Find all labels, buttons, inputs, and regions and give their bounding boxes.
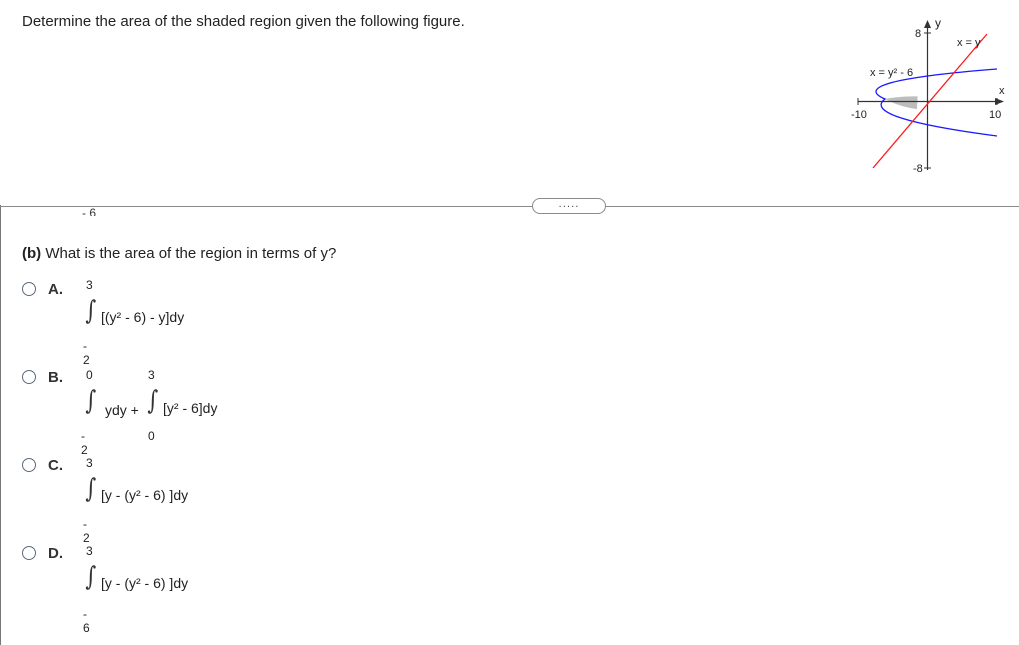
question-text: Determine the area of the shaded region given the following figure. — [22, 13, 465, 30]
option-d-upper-limit: 3 — [86, 544, 93, 558]
x-axis-arrow — [995, 98, 1004, 105]
radio-option-d[interactable] — [22, 546, 36, 560]
panel-left-border — [0, 205, 1, 645]
tick-y-bottom: -8 — [913, 163, 923, 175]
option-b-upper-limit-1: 0 — [86, 368, 93, 382]
integral-sign-icon: ∫ — [85, 562, 97, 592]
option-d-lower-limit: - 6 — [83, 607, 90, 635]
part-b-prompt — [22, 245, 336, 262]
option-b-letter: B. — [48, 369, 63, 386]
option-c-upper-limit: 3 — [86, 456, 93, 470]
region-figure — [840, 10, 1019, 190]
line-label: x = y — [957, 37, 981, 49]
radio-option-a[interactable] — [22, 282, 36, 296]
option-a-lower-limit: - 2 — [83, 339, 90, 367]
option-c-integrand: [y - (y² - 6) ]dy — [101, 487, 189, 503]
tick-x-right: 10 — [989, 109, 1002, 121]
option-b-lower-limit-2: 0 — [148, 429, 155, 443]
option-b-upper-limit-2: 3 — [148, 368, 155, 382]
tick-x-left: -10 — [851, 109, 867, 121]
integral-sign-icon: ∫ — [147, 386, 159, 416]
tick-y-top: 8 — [915, 28, 922, 40]
x-axis-label: x — [999, 85, 1005, 97]
radio-option-c[interactable] — [22, 458, 36, 472]
y-axis-arrow — [924, 20, 931, 28]
y-axis-label: y — [935, 16, 941, 30]
option-b-integrand-2: [y² - 6]dy — [163, 400, 218, 416]
option-b-lower-limit-1: - 2 — [81, 429, 88, 457]
option-d-letter: D. — [48, 545, 63, 562]
option-a-upper-limit: 3 — [86, 278, 93, 292]
integral-sign-icon: ∫ — [85, 474, 97, 504]
section-divider — [0, 206, 1019, 207]
part-b-text: What is the area of the region in terms of y? — [45, 245, 337, 262]
option-c-lower-limit: - 2 — [83, 517, 90, 545]
option-d-integrand: [y - (y² - 6) ]dy — [101, 575, 189, 591]
expand-button[interactable]: ..... — [532, 198, 606, 214]
shaded-region — [885, 96, 918, 109]
clipped-limit-label: - 6 — [82, 207, 97, 216]
option-b-integrand-1: ydy + — [105, 402, 139, 418]
integral-sign-icon: ∫ — [85, 296, 97, 326]
integral-sign-icon: ∫ — [85, 386, 97, 416]
radio-option-b[interactable] — [22, 370, 36, 384]
parabola-label: x = y² - 6 — [870, 67, 914, 79]
option-a-letter: A. — [48, 281, 63, 298]
figure-graph — [840, 10, 1019, 190]
option-c-letter: C. — [48, 457, 63, 474]
option-a-integrand: [(y² - 6) - y]dy — [101, 309, 185, 325]
part-b-label: (b) — [22, 245, 42, 262]
